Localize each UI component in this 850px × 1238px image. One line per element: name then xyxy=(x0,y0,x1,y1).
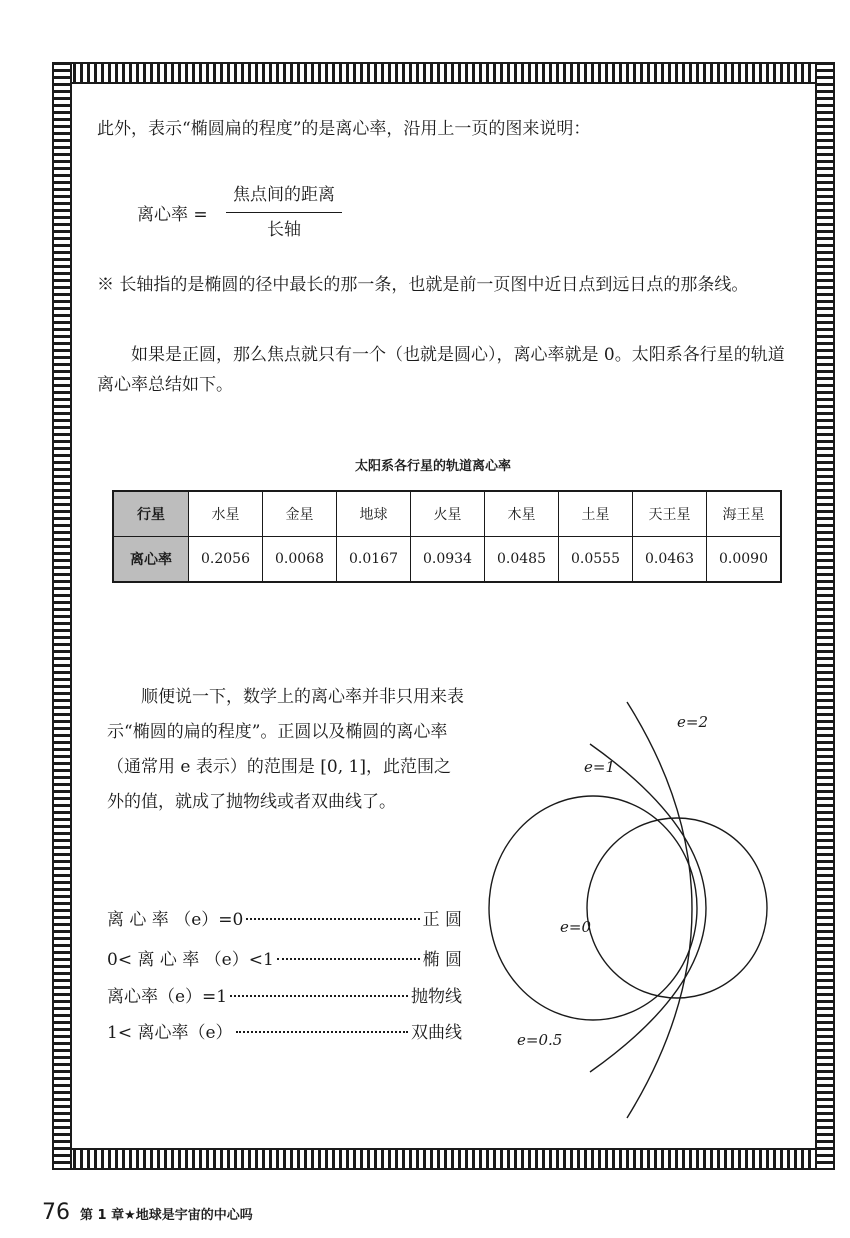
note-text: ※ 长轴指的是椭圆的径中最长的那一条，也就是前一页图中近日点到远日点的那条线。 xyxy=(97,275,749,295)
fraction-denominator: 长轴 xyxy=(267,220,301,240)
eccentricity-cell: 0.0934 xyxy=(411,537,485,583)
range-label: 1< 离心率（e） xyxy=(107,1023,233,1043)
planet-cell: 地球 xyxy=(337,491,411,537)
planet-cell: 天王星 xyxy=(633,491,707,537)
label-e1: e=1 xyxy=(584,758,615,776)
planet-cell: 土星 xyxy=(559,491,633,537)
planet-cell: 水星 xyxy=(189,491,263,537)
table-header-planet: 行星 xyxy=(113,491,189,537)
label-e2: e=2 xyxy=(677,713,708,731)
page-border-right xyxy=(815,62,835,1170)
fraction-bar xyxy=(226,212,342,213)
range-row-ellipse xyxy=(107,945,462,970)
fraction-numerator: 焦点间的距离 xyxy=(233,185,335,205)
hyperbola-curve xyxy=(627,702,692,1118)
range-row-parabola xyxy=(107,982,462,1007)
planet-cell: 海王星 xyxy=(707,491,782,537)
range-label: 0< 离 心 率 （e）<1 xyxy=(107,950,274,970)
label-e0: e=0 xyxy=(560,918,591,936)
eccentricity-cell: 0.0555 xyxy=(559,537,633,583)
range-row-circle xyxy=(107,905,462,930)
leader-dots xyxy=(246,918,419,920)
range-value: 正 圆 xyxy=(422,910,462,930)
circle-curve xyxy=(587,818,767,998)
eccentricity-cell: 0.2056 xyxy=(189,537,263,583)
planet-cell: 金星 xyxy=(263,491,337,537)
eccentricity-cell: 0.0485 xyxy=(485,537,559,583)
page-border-left xyxy=(52,62,72,1170)
range-value: 抛物线 xyxy=(411,987,462,1007)
ellipse-curve xyxy=(489,796,697,1020)
eccentricity-cell: 0.0463 xyxy=(633,537,707,583)
eccentricity-cell: 0.0167 xyxy=(337,537,411,583)
page-border-bottom xyxy=(52,1148,835,1170)
table-header-eccentricity: 离心率 xyxy=(113,537,189,583)
conic-sections-diagram xyxy=(482,700,802,1130)
range-row-hyperbola xyxy=(107,1018,462,1043)
intro-text: 此外，表示“椭圆扁的程度”的是离心率，沿用上一页的图来说明： xyxy=(97,119,591,139)
parabola-curve xyxy=(590,744,706,1072)
range-value: 椭 圆 xyxy=(422,950,462,970)
leader-dots xyxy=(230,995,408,997)
range-value: 双曲线 xyxy=(411,1023,462,1043)
table-row-eccentricity xyxy=(113,537,781,583)
page-border-top xyxy=(52,62,835,84)
table-row-planets xyxy=(113,491,781,537)
eccentricity-cell: 0.0068 xyxy=(263,537,337,583)
table-caption: 太阳系各行星的轨道离心率 xyxy=(355,459,512,474)
planet-cell: 木星 xyxy=(485,491,559,537)
formula-label: 离心率 = xyxy=(137,205,208,225)
page-number: 76 xyxy=(42,1200,70,1225)
label-e05: e=0.5 xyxy=(517,1031,563,1049)
eccentricity-fraction xyxy=(226,180,342,245)
leader-dots xyxy=(236,1031,408,1033)
range-label: 离心率（e）=1 xyxy=(107,987,228,1007)
planet-cell: 火星 xyxy=(411,491,485,537)
leader-dots xyxy=(277,958,420,960)
range-label: 离 心 率 （e）=0 xyxy=(107,910,244,930)
chapter-title: 第 1 章★地球是宇宙的中心吗 xyxy=(80,1208,253,1223)
eccentricity-cell: 0.0090 xyxy=(707,537,782,583)
paragraph-2: 顺便说一下，数学上的离心率并非只用来表示“椭圆的扁的程度”。正圆以及椭圆的离心率（通常用 e 表示）的范围是 [0, 1]，此范围之外的值，就成了抛物线或者双曲线了。 xyxy=(107,687,464,812)
eccentricity-table xyxy=(112,490,782,583)
paragraph-1: 如果是正圆，那么焦点就只有一个（也就是圆心），离心率就是 0。太阳系各行星的轨道离心率总结如下。 xyxy=(97,345,785,395)
page-footer xyxy=(42,1200,253,1225)
